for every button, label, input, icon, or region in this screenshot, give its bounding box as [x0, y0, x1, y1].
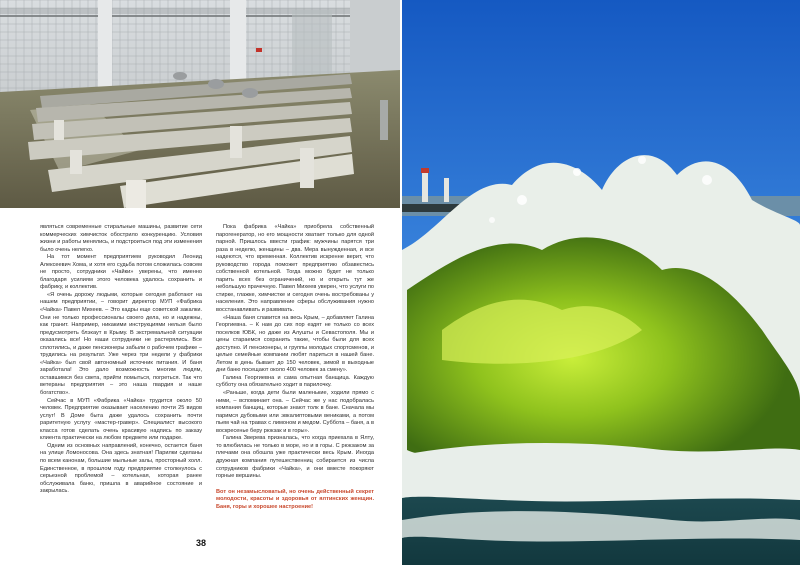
- bathhouse-photo: [0, 0, 400, 208]
- page-number: 38: [196, 538, 207, 548]
- wave-photo: [402, 0, 800, 565]
- paragraph: «Наша баня славится на весь Крым, – добавляет Галина Георгиевна. – К нам до сих пор ездят не только со всех поселков ЮБК, но даже из Алушты и Севастополя. Мы и цены стараемся сохранить такие, чтобы были для всех доступно. И пенсионеры, и группы молодых спортсменов, и целые семейные компании любят париться в нашей бане. Летом в день бывает до 150 человек, зимой в выходные дни баню посещают около 400 человек за смену».: [216, 314, 374, 374]
- text-column-left: [40, 224, 202, 496]
- paragraph: Галина Георгиевна и сама опытная банщица. Каждую субботу она обязательно ходит в парилочку.: [216, 374, 374, 389]
- paragraph: Одним из основных направлений, конечно, остается баня на улице Ломоносова. Она здесь знатная! Парилки сделаны по всем канонам, большие мыльные залы, просторный холл. Единственное, в прошлом году предприятие столкнулось с серьезной проблемой – котельная, которая ранее обслуживала баню, пришла в аварийное состояние и закрылась.: [40, 442, 202, 495]
- paragraph: «Раньше, когда дети были маленькие, ходили прямо с ними, – вспоминает она. – Сейчас же у нас подобралась компания банщиц, которые знают толк в бане. Сначала мы паримся дубовыми или эвкалиптовыми вениками, а потом пьем чай на травах с лимоном и медом. Суббота – баня, а в воскресенье беру рюкзак и в горы».: [216, 390, 374, 434]
- right-page: [400, 0, 800, 565]
- callout-text: Вот он незамысловатый, но очень действенный секрет молодости, красоты и здоровья от ялтинских женщин. Баня, горы и хорошее настроение!: [216, 488, 374, 510]
- paragraph: Пока фабрика «Чайка» приобрела собственный парогенератор, но его мощности хватает только для одной парной. Пришлось ввести график: мужчины парятся три раза в неделю, женщины – два. Мера вынужденная, и все надеются, что временная. Коллектив искренне верит, что руководство города поможет предприятию обзавестись собственной котельной. Тогда можно будет не только парить всех без ограничений, но и открыть тут же небольшую прачечную. Павел Михеев уверен, что услуги по стирке, глажке, химчистке и сегодня очень востребованы у населения. Это направление сферы обслуживания нужно восстанавливать и развивать.: [216, 224, 374, 314]
- paragraph: «Я очень дорожу людьми, которые сегодня работают на нашем предприятии, – говорит директор МУП «Фабрика «Чайка» Павел Михеев. – Это кадры еще советской закалки. Они не только профессионалы своего дела, но и надежны, как гранит. Например, никакими инструкциями нельзя было предусмотреть блэкаут в Крыму. В экстремальной ситуации оказались все! Но наши сотрудники не растерялись. Все сплотились, и даже пенсионеры забыли о рабочем графике – трудились на результат. Уже через три недели у фабрики «Чайка» был свой автономный источник питания. И баня заработала! Это дало возможность многим людям, оставшимся без света, прийти помыться, погреться. Так что ветераны предприятия – это наша гвардия и наше богатство».: [40, 291, 202, 397]
- paragraph: Галина Зверева призналась, что когда приехала в Ялту, то влюбилась не только в море, но и в горы. С рюкзаком за плечами она обошла уже практически весь Крым. Иногда дружная компания путешественниц собирается из числа сотрудников фабрики «Чайка», и они вместе покоряют горные вершины.: [216, 435, 374, 480]
- paragraph: На тот момент предприятием руководил Леонид Алексеевич Хома, и хотя его судьба потом сложилась совсем не просто, сотрудники «Чайки» уверены, что именно благодаря усилиям этого человека удалось сохранить и фабрику, и коллектив.: [40, 254, 202, 291]
- paragraph: Сейчас в МУП «Фабрика «Чайка» трудится около 50 человек. Предприятие оказывает населению почти 25 видов услуг! В Доме быта даже удалось сохранить почти раритетную услугу «мастер-гравер». Специалист высокого класса готов сделать очень красивую надпись по заказу клиента практически на любом предмете или подарке.: [40, 397, 202, 442]
- text-column-right: [216, 224, 374, 511]
- paragraph: являться современные стиральные машины, развитие сети коммерческих химчисток обострило конкуренцию. Условия жизни и работы менялись, и подстроиться под эти изменения было очень нелегко.: [40, 224, 202, 253]
